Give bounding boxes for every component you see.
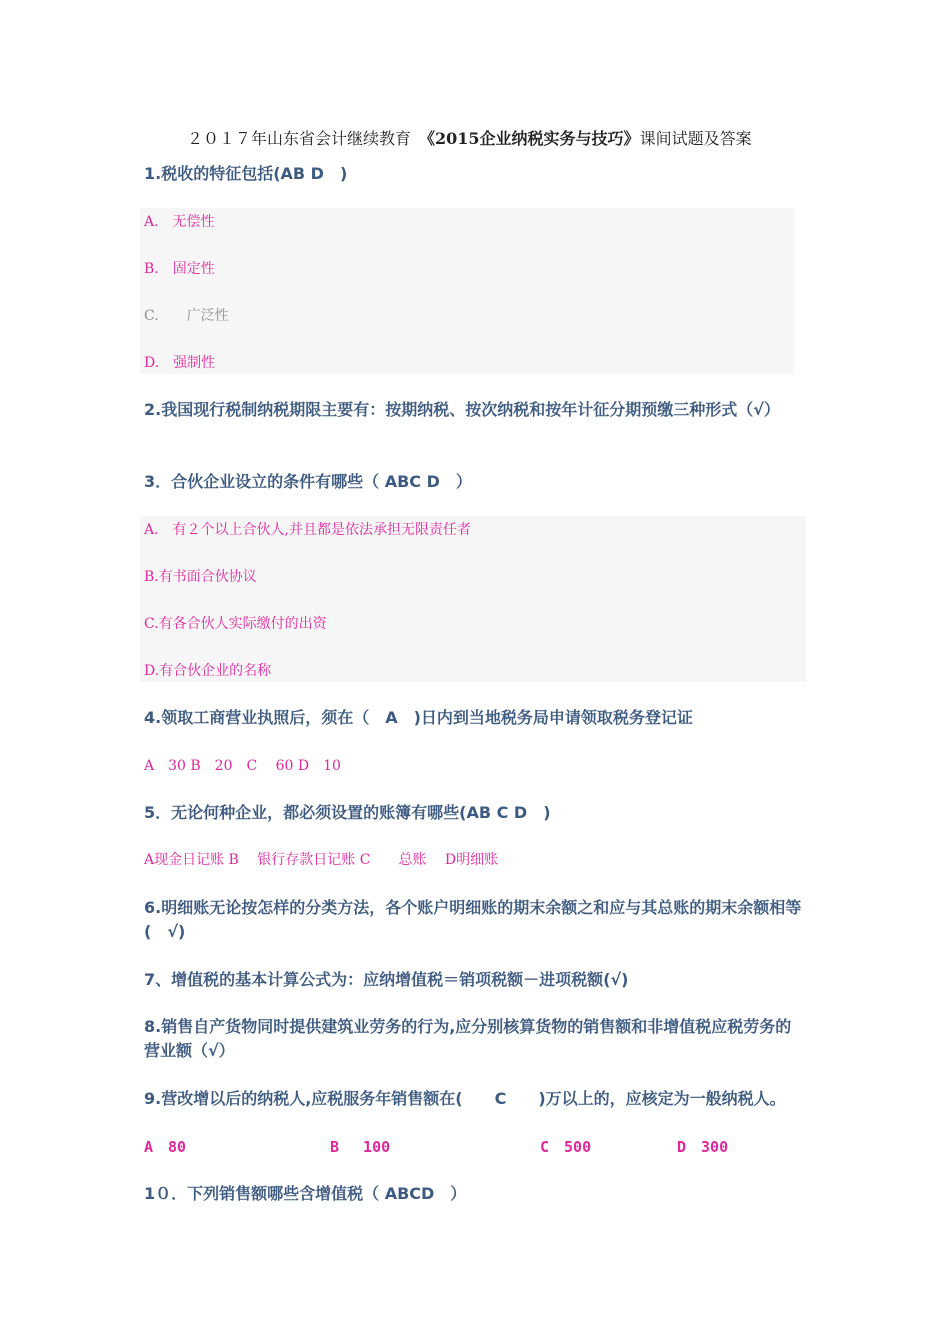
question-3-option-b: B.有书面合伙协议 xyxy=(144,569,257,585)
question-3: 3．合伙企业设立的条件有哪些（ ABC D ） xyxy=(144,472,472,491)
question-9-option-d: D 300 xyxy=(677,1138,729,1156)
question-9-option-c: C 500 xyxy=(540,1138,592,1156)
question-1: 1.税收的特征包括(AB D ) xyxy=(144,164,348,183)
question-10: 1０．下列销售额哪些含增值税（ ABCD ） xyxy=(144,1184,467,1203)
question-8: 8.销售自产货物同时提供建筑业劳务的行为,应分别核算货物的销售额和非增值税应税劳务的营业额（√） xyxy=(144,1017,792,1060)
question-6: 6.明细账无论按怎样的分类方法，各个账户明细账的期末余额之和应与其总账的期末余额相等( √) xyxy=(144,898,802,941)
title-suffix: 课间试题及答案 xyxy=(639,129,752,148)
question-3-option-a: A. 有２个以上合伙人,并且都是依法承担无限责任者 xyxy=(144,522,472,538)
question-9-option-b: B 100 xyxy=(330,1138,391,1156)
question-1-option-a: A. 无偿性 xyxy=(144,214,215,230)
question-1-option-c: C. 广泛性 xyxy=(144,308,229,324)
question-1-options xyxy=(140,208,794,374)
question-9: 9.营改增以后的纳税人,应税服务年销售额在( C )万以上的，应核定为一般纳税人。 xyxy=(144,1089,786,1108)
question-3-option-d: D.有合伙企业的名称 xyxy=(144,663,272,679)
question-5-options: A现金日记账 B 银行存款日记账 C 总账 D明细账 xyxy=(144,852,499,868)
question-3-options xyxy=(140,516,806,682)
question-1-option-b: B. 固定性 xyxy=(144,261,215,277)
question-5: 5．无论何种企业，都必须设置的账簿有哪些(AB C D ) xyxy=(144,803,551,822)
question-9-option-a: A 80 xyxy=(144,1138,187,1156)
question-4: 4.领取工商营业执照后，须在（ A )日内到当地税务局申请领取税务登记证 xyxy=(144,708,693,727)
question-3-option-c: C.有各合伙人实际缴付的出资 xyxy=(144,616,327,632)
question-7: 7、增值税的基本计算公式为：应纳增值税＝销项税额－进项税额(√) xyxy=(144,970,629,989)
page-title xyxy=(187,126,907,149)
title-prefix: ２０１７年山东省会计继续教育 xyxy=(187,129,428,148)
question-4-options: A 30 B 20 C 60 D 10 xyxy=(144,758,341,774)
question-2: 2.我国现行税制纳税期限主要有：按期纳税、按次纳税和按年计征分期预缴三种形式（√） xyxy=(144,400,780,419)
question-1-option-d: D. 强制性 xyxy=(144,355,216,371)
title-course: 《2015企业纳税实务与技巧》 xyxy=(427,129,640,148)
